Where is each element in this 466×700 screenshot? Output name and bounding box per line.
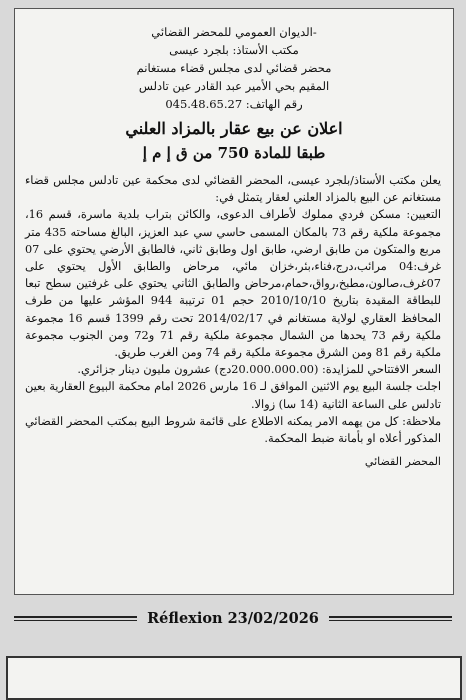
notice-title: اعلان عن بيع عقار بالمزاد العلني	[125, 119, 343, 138]
notice-subtitle: طبقا للمادة 750 من ق إ م إ	[142, 144, 326, 162]
intro-paragraph: يعلن مكتب الأستاذ/بلجرد عيسى، المحضر القضائي لدى محكمة عين تادلس مجلس قضاء مستغانم عن البيع بالمزاد العلني لعقار يتمثل في:	[25, 174, 441, 205]
bailiff-phone: رقم الهاتف: 045.48.65.27	[165, 97, 303, 111]
signature: المحضر القضائي	[364, 455, 441, 469]
bailiff-address: المقيم بحي الأمير عبد القادر عين تادلس	[138, 79, 330, 93]
note-paragraph: ملاحظة: كل من يهمه الامر يمكنه الاطلاع على قائمة شروط البيع بمكتب المحضر القضائي المذكور أعلاه او بأمانة ضبط المحكمة.	[25, 414, 441, 446]
bailiff-title: محضر قضائي لدى مجلس قضاء مستغانم	[136, 61, 332, 75]
sale-session: اجلت جلسة البيع يوم الاثنين الموافق لـ 16 مارس 2026 امام محكمة البيوع العقارية بعين تادلس على الساعة الثانية (14 سا) زوالا.	[25, 380, 442, 411]
publication-footer	[14, 604, 452, 632]
legal-notice	[14, 8, 454, 595]
publication-date: Réflexion 23/02/2026	[147, 609, 319, 627]
office-line: -الديوان العمومي للمحضر القضائي	[151, 25, 317, 39]
footer-rule-right	[329, 616, 452, 621]
notice-body	[15, 172, 453, 447]
notice-header	[15, 23, 453, 113]
starting-price: السعر الافتتاحي للمزايدة: (20.000.000.00دج) عشرون مليون دينار جزائري.	[77, 363, 441, 377]
bailiff-name: مكتب الأستاذ: بلجرد عيسى	[169, 43, 299, 57]
property-description: التعيين: مسكن فردي مملوك لأطراف الدعوى، والكائن بتراب بلدية ماسرة، قسم 16، مجموعة ملكية رقم 73 بالمكان المسمى حاسي سي عبد العزيز، البالغ مساحته 435 متر مربع والمتكون من طابق ارضي، طابق اول وطابق ثاني، فالطابق الأرضي يحتوي على 07 غرف:04 مرائب،درج،فناء،بئر،خزان مائي، مرحاض والطابق الأول يحتوي على 07غرف،صالون،مطبخ،رواق،حمام،مرحاض والطابق الثاني يحتوي على غرفتين سطح تبعا للبطاقة المقيدة بتاريخ 2010/10/10 حجم 01 ترتيبة 944 المؤشر عليها من طرف المحافظ العقاري لولاية مستغانم في 2014/02/17 تحت رقم 1399 قسم 16 مجموعة ملكية رقم 73 يحدها من الشمال مجموعة ملكية رقم 71 و72 ومن الجنوب مجموعة ملكية رقم 81 ومن الشرق مجموعة ملكية رقم 74 ومن الغرب طريق.	[25, 208, 442, 360]
next-notice-frame	[6, 656, 462, 700]
footer-rule-left	[14, 616, 137, 621]
